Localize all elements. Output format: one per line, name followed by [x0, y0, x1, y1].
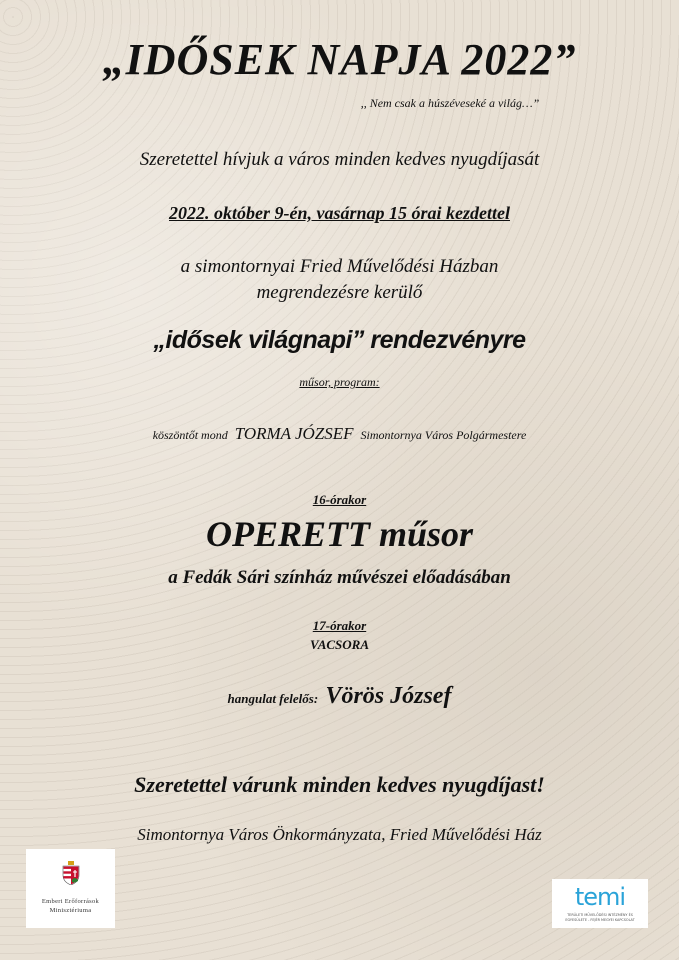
greeting-speaker: TORMA JÓZSEF [234, 424, 354, 443]
greeting-role: Simontornya Város Polgármestere [360, 428, 527, 442]
operett-time: 16-órakor [312, 492, 367, 507]
event-date: 2022. október 9-én, vasárnap 15 órai kezdettel [169, 203, 510, 223]
temi-logo-text: TERÜLETI MŰVELŐDÉSI INTÉZMÉNY ÉS EGYESÜLETE - FEJÉR MEGYEI KAPCSOLAT [565, 913, 635, 922]
dinner-label: VACSORA [309, 637, 369, 652]
temi-logo [552, 879, 648, 928]
greeting-prefix: köszöntőt mond [152, 428, 228, 442]
venue-line-2: megrendezésre kerülő [256, 282, 423, 303]
operett-title: OPERETT műsor [205, 514, 474, 554]
closing-text: Szeretettel várunk minden kedves nyugdíjast! [134, 772, 545, 797]
dinner-time: 17-órakor [312, 618, 367, 633]
ministry-logo [26, 849, 115, 928]
event-name: „idősek világnapi” rendezvényre [153, 326, 526, 354]
host-label: hangulat felelős: [227, 691, 319, 706]
organizers: Simontornya Város Önkormányzata, Fried Művelődési Ház [137, 825, 542, 844]
temi-logo-mark: temi [574, 883, 626, 911]
host-name: Vörös József [325, 683, 452, 709]
program-label: műsor, program: [299, 375, 380, 389]
greeting-line [0, 424, 679, 444]
motto: ,, Nem csak a húszéveseké a világ…” [360, 96, 540, 110]
invitation-text: Szeretettel hívjuk a város minden kedves nyugdíjasát [139, 149, 540, 170]
hungarian-crest-icon [62, 861, 80, 885]
host-line [0, 683, 679, 710]
page-title: „IDŐSEK NAPJA 2022” [102, 35, 577, 84]
operett-performers: a Fedák Sári színház művészei előadásában [168, 567, 511, 588]
venue-line-1: a simontornyai Fried Művelődési Házban [180, 256, 499, 277]
ministry-logo-text: Emberi Erőforrások Minisztériuma [41, 898, 100, 914]
